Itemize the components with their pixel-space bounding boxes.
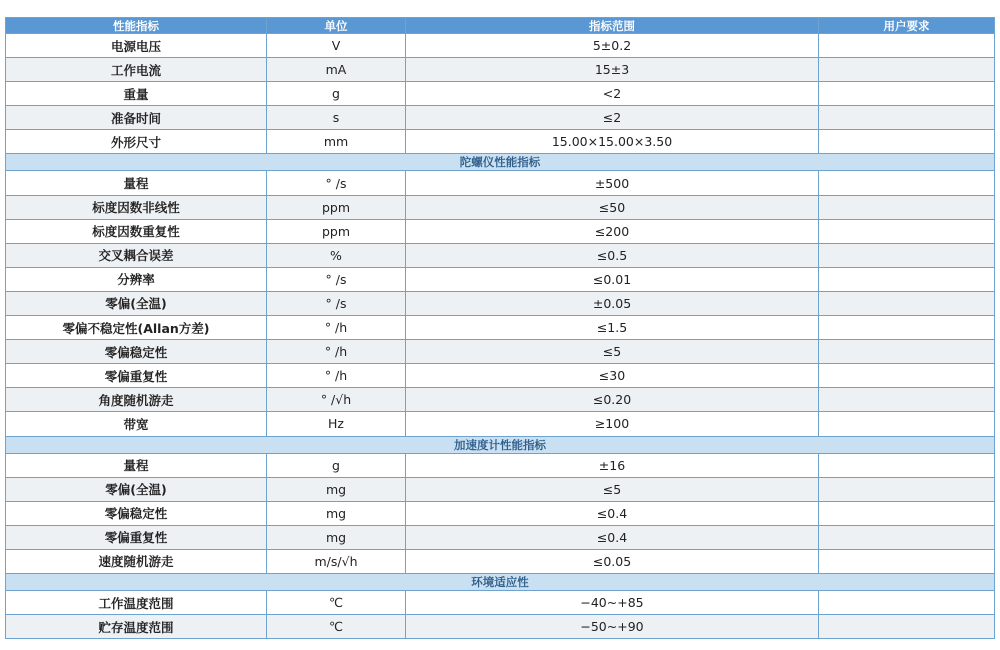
- user-requirement-cell: [819, 268, 995, 292]
- range-cell: ≥100: [406, 412, 819, 436]
- unit-cell: g: [267, 82, 406, 106]
- unit-cell: ppm: [267, 220, 406, 244]
- parameter-name: 交叉耦合误差: [5, 244, 267, 268]
- user-requirement-cell: [819, 550, 995, 574]
- parameter-name: 标度因数非线性: [5, 196, 267, 220]
- column-header: 性能指标: [5, 17, 267, 34]
- unit-cell: mA: [267, 58, 406, 82]
- table-header-row: [5, 17, 995, 34]
- table-row: [5, 268, 995, 292]
- user-requirement-cell: [819, 58, 995, 82]
- range-cell: 15±3: [406, 58, 819, 82]
- table-row: [5, 58, 995, 82]
- parameter-name: 零偏不稳定性(Allan方差): [5, 316, 267, 340]
- range-cell: ≤0.20: [406, 388, 819, 412]
- user-requirement-cell: [819, 364, 995, 388]
- unit-cell: mg: [267, 502, 406, 526]
- range-cell: 15.00×15.00×3.50: [406, 130, 819, 154]
- range-cell: −40~+85: [406, 591, 819, 615]
- unit-cell: ° /s: [267, 171, 406, 195]
- user-requirement-cell: [819, 82, 995, 106]
- range-cell: ≤0.01: [406, 268, 819, 292]
- parameter-name: 量程: [5, 454, 267, 478]
- column-header: 单位: [267, 17, 406, 34]
- parameter-name: 贮存温度范围: [5, 615, 267, 639]
- unit-cell: ° /s: [267, 268, 406, 292]
- column-header: 指标范围: [406, 17, 819, 34]
- parameter-name: 电源电压: [5, 34, 267, 58]
- unit-cell: mg: [267, 526, 406, 550]
- table-row: [5, 82, 995, 106]
- user-requirement-cell: [819, 196, 995, 220]
- table-row: [5, 106, 995, 130]
- parameter-name: 外形尺寸: [5, 130, 267, 154]
- range-cell: ≤5: [406, 340, 819, 364]
- table-row: [5, 526, 995, 550]
- parameter-name: 零偏重复性: [5, 526, 267, 550]
- user-requirement-cell: [819, 526, 995, 550]
- parameter-name: 准备时间: [5, 106, 267, 130]
- unit-cell: ° /h: [267, 364, 406, 388]
- user-requirement-cell: [819, 316, 995, 340]
- parameter-name: 工作电流: [5, 58, 267, 82]
- table-row: [5, 292, 995, 316]
- table-row: [5, 591, 995, 615]
- range-cell: ≤2: [406, 106, 819, 130]
- table-row: [5, 220, 995, 244]
- user-requirement-cell: [819, 615, 995, 639]
- unit-cell: mm: [267, 130, 406, 154]
- unit-cell: V: [267, 34, 406, 58]
- unit-cell: ° /h: [267, 316, 406, 340]
- parameter-name: 零偏(全温): [5, 292, 267, 316]
- user-requirement-cell: [819, 130, 995, 154]
- user-requirement-cell: [819, 106, 995, 130]
- section-title: 陀螺仪性能指标: [5, 154, 995, 171]
- user-requirement-cell: [819, 244, 995, 268]
- parameter-name: 量程: [5, 171, 267, 195]
- unit-cell: ° /h: [267, 340, 406, 364]
- range-cell: ±0.05: [406, 292, 819, 316]
- parameter-name: 重量: [5, 82, 267, 106]
- parameter-name: 速度随机游走: [5, 550, 267, 574]
- table-row: [5, 412, 995, 436]
- user-requirement-cell: [819, 591, 995, 615]
- table-row: [5, 615, 995, 639]
- user-requirement-cell: [819, 412, 995, 436]
- table-row: [5, 196, 995, 220]
- table-row: [5, 364, 995, 388]
- parameter-name: 零偏稳定性: [5, 340, 267, 364]
- parameter-name: 零偏(全温): [5, 478, 267, 502]
- section-header-row: [5, 574, 995, 591]
- table-row: [5, 316, 995, 340]
- table-row: [5, 478, 995, 502]
- unit-cell: s: [267, 106, 406, 130]
- range-cell: ≤0.5: [406, 244, 819, 268]
- range-cell: ≤200: [406, 220, 819, 244]
- table-row: [5, 340, 995, 364]
- range-cell: 5±0.2: [406, 34, 819, 58]
- unit-cell: ° /s: [267, 292, 406, 316]
- range-cell: ±500: [406, 171, 819, 195]
- parameter-name: 带宽: [5, 412, 267, 436]
- parameter-name: 工作温度范围: [5, 591, 267, 615]
- section-title: 环境适应性: [5, 574, 995, 591]
- user-requirement-cell: [819, 34, 995, 58]
- unit-cell: ppm: [267, 196, 406, 220]
- user-requirement-cell: [819, 171, 995, 195]
- range-cell: ≤30: [406, 364, 819, 388]
- unit-cell: ° /√h: [267, 388, 406, 412]
- parameter-name: 分辨率: [5, 268, 267, 292]
- unit-cell: m/s/√h: [267, 550, 406, 574]
- range-cell: ≤0.4: [406, 526, 819, 550]
- table-row: [5, 502, 995, 526]
- spec-table: [5, 17, 995, 639]
- unit-cell: g: [267, 454, 406, 478]
- user-requirement-cell: [819, 388, 995, 412]
- range-cell: ≤1.5: [406, 316, 819, 340]
- range-cell: ≤50: [406, 196, 819, 220]
- unit-cell: ℃: [267, 615, 406, 639]
- unit-cell: %: [267, 244, 406, 268]
- table-row: [5, 34, 995, 58]
- user-requirement-cell: [819, 292, 995, 316]
- table-row: [5, 130, 995, 154]
- range-cell: ±16: [406, 454, 819, 478]
- parameter-name: 角度随机游走: [5, 388, 267, 412]
- range-cell: ≤0.05: [406, 550, 819, 574]
- table-row: [5, 388, 995, 412]
- user-requirement-cell: [819, 478, 995, 502]
- section-header-row: [5, 154, 995, 171]
- range-cell: −50~+90: [406, 615, 819, 639]
- parameter-name: 零偏稳定性: [5, 502, 267, 526]
- unit-cell: ℃: [267, 591, 406, 615]
- table-row: [5, 244, 995, 268]
- section-header-row: [5, 437, 995, 454]
- table-row: [5, 454, 995, 478]
- unit-cell: mg: [267, 478, 406, 502]
- range-cell: <2: [406, 82, 819, 106]
- user-requirement-cell: [819, 220, 995, 244]
- table-row: [5, 550, 995, 574]
- parameter-name: 零偏重复性: [5, 364, 267, 388]
- parameter-name: 标度因数重复性: [5, 220, 267, 244]
- range-cell: ≤0.4: [406, 502, 819, 526]
- user-requirement-cell: [819, 454, 995, 478]
- user-requirement-cell: [819, 340, 995, 364]
- range-cell: ≤5: [406, 478, 819, 502]
- column-header: 用户要求: [819, 17, 995, 34]
- section-title: 加速度计性能指标: [5, 437, 995, 454]
- table-row: [5, 171, 995, 195]
- unit-cell: Hz: [267, 412, 406, 436]
- user-requirement-cell: [819, 502, 995, 526]
